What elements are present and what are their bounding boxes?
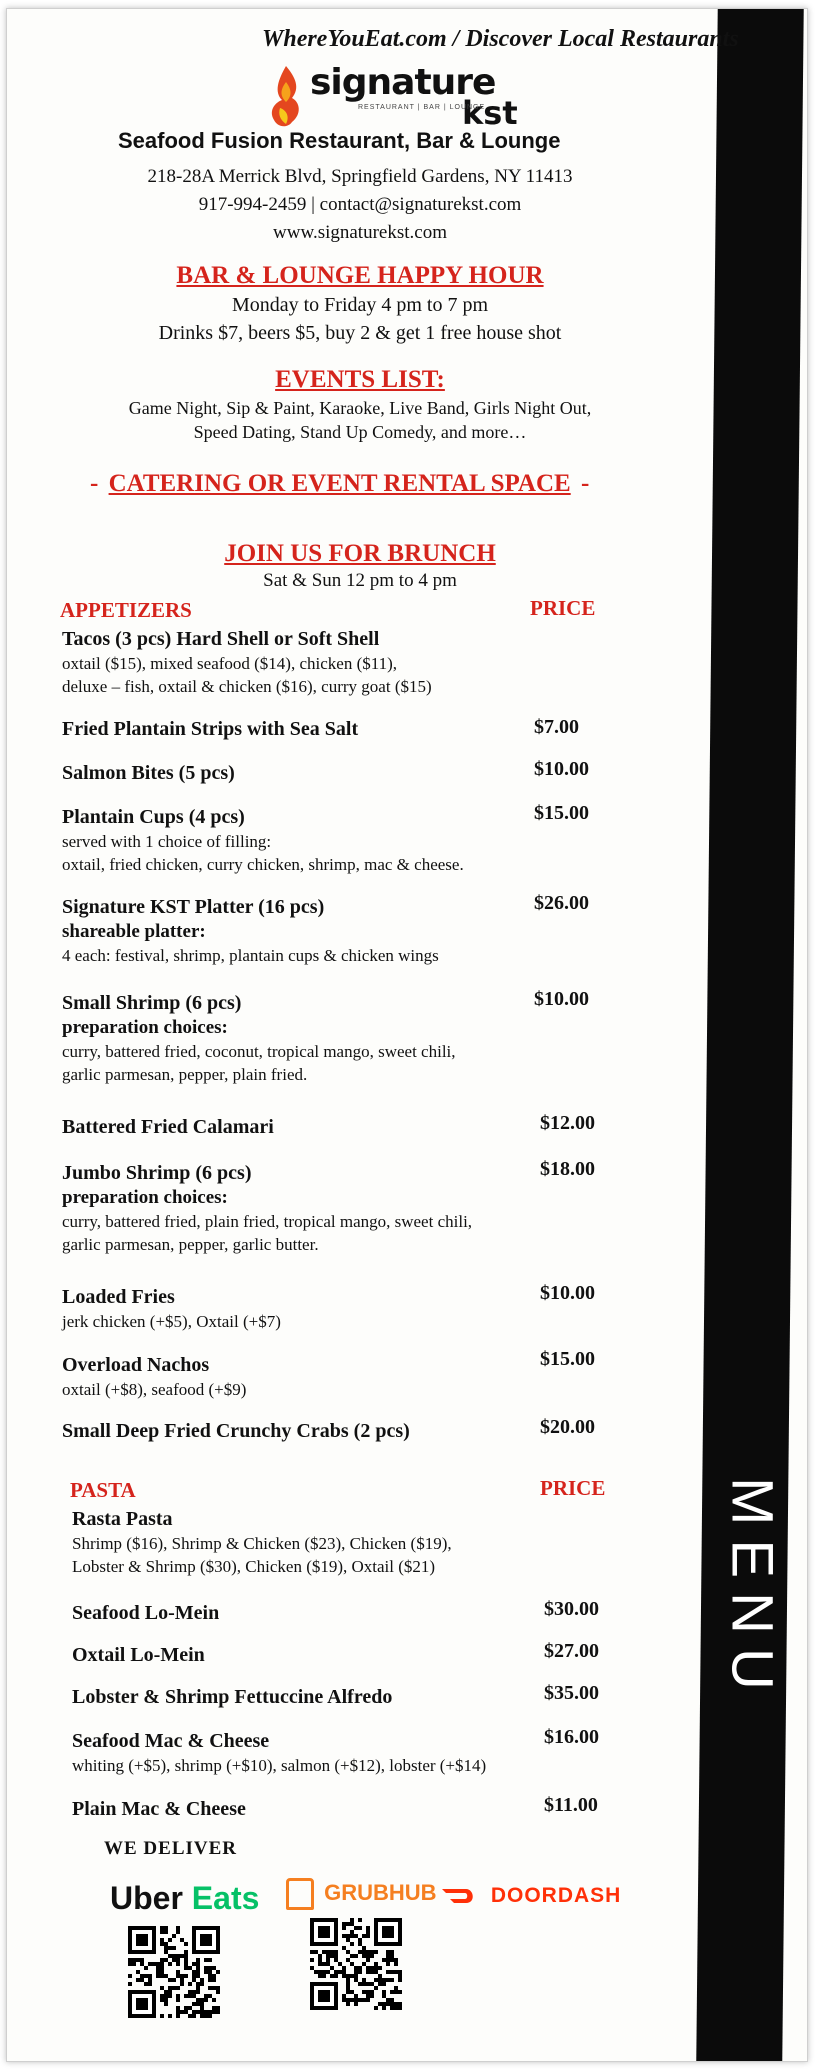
appetizer-name: Small Shrimp (6 pcs) xyxy=(62,992,242,1014)
appetizer-description-2: oxtail, fried chicken, curry chicken, shrimp, mac & cheese. xyxy=(62,855,464,874)
appetizer-name: Battered Fried Calamari xyxy=(62,1116,274,1138)
happy-hour-title: BAR & LOUNGE HAPPY HOUR xyxy=(176,262,544,289)
pasta-price: $35.00 xyxy=(544,1682,599,1704)
appetizer-item xyxy=(62,1284,622,1333)
appetizer-description: curry, battered fried, coconut, tropical mango, sweet chili, xyxy=(62,1042,456,1061)
pasta-price: $27.00 xyxy=(544,1640,599,1662)
appetizer-name: Jumbo Shrimp (6 pcs) xyxy=(62,1162,252,1184)
pasta-description-2: Lobster & Shrimp ($30), Chicken ($19), Oxtail ($21) xyxy=(72,1557,436,1576)
logo-wordmark-kst: kst xyxy=(462,94,518,132)
phone-email: 917-994-2459 | contact@signaturekst.com xyxy=(198,194,522,215)
side-menu-label: MENU xyxy=(719,1477,785,1704)
appetizer-name: Plantain Cups (4 pcs) xyxy=(62,806,245,828)
events-line-2: Speed Dating, Stand Up Comedy, and more… xyxy=(193,422,527,442)
pasta-name: Lobster & Shrimp Fettuccine Alfredo xyxy=(72,1686,393,1708)
appetizer-item xyxy=(62,1352,622,1401)
appetizer-name: Small Deep Fried Crunchy Crabs (2 pcs) xyxy=(62,1420,410,1442)
appetizer-price: $12.00 xyxy=(540,1112,595,1134)
ubereats-logo xyxy=(110,1880,259,1917)
pasta-name: Seafood Lo-Mein xyxy=(72,1602,220,1624)
appetizer-description: jerk chicken (+$5), Oxtail (+$7) xyxy=(62,1312,281,1331)
website: www.signaturekst.com xyxy=(273,222,447,243)
appetizer-item xyxy=(62,1160,622,1256)
appetizer-description-2: garlic parmesan, pepper, garlic butter. xyxy=(62,1235,319,1254)
restaurant-tagline: Seafood Fusion Restaurant, Bar & Lounge xyxy=(118,128,561,153)
ubereats-eats: Eats xyxy=(191,1880,260,1916)
logo-wordmark: signature xyxy=(310,62,496,103)
appetizer-name: Overload Nachos xyxy=(62,1354,210,1376)
pasta-heading: PASTA xyxy=(70,1478,136,1502)
pasta-description: whiting (+$5), shrimp (+$10), salmon (+$12), lobster (+$14) xyxy=(72,1756,487,1775)
doordash-logo xyxy=(440,1884,621,1908)
appetizer-price: $18.00 xyxy=(540,1158,595,1180)
brunch-hours: Sat & Sun 12 pm to 4 pm xyxy=(263,570,457,591)
happy-hour-deals: Drinks $7, beers $5, buy 2 & get 1 free house shot xyxy=(158,322,562,344)
appetizer-name: Tacos (3 pcs) Hard Shell or Soft Shell xyxy=(62,628,380,650)
appetizer-description: 4 each: festival, shrimp, plantain cups & chicken wings xyxy=(62,946,439,965)
appetizer-description: curry, battered fried, plain fried, tropical mango, sweet chili, xyxy=(62,1212,473,1231)
pasta-price: $11.00 xyxy=(544,1794,598,1816)
grubhub-qr-code-icon[interactable] xyxy=(310,1918,402,2010)
appetizer-price: $10.00 xyxy=(534,758,589,780)
address: 218-28A Merrick Blvd, Springfield Gardens, NY 11413 xyxy=(147,166,573,187)
catering-banner xyxy=(90,470,589,498)
appetizers-price-heading: PRICE xyxy=(530,596,596,620)
appetizer-price: $10.00 xyxy=(534,988,589,1010)
appetizer-description: served with 1 choice of filling: xyxy=(62,832,272,851)
catering-title: CATERING OR EVENT RENTAL SPACE xyxy=(108,470,571,497)
flame-logo-icon xyxy=(266,64,306,134)
logo xyxy=(266,64,516,134)
doordash-label: DOORDASH xyxy=(490,1884,622,1907)
grubhub-logo xyxy=(286,1878,437,1910)
catering-dash-left: - xyxy=(90,470,99,497)
grubhub-label: GRUBHUB xyxy=(324,1879,437,1905)
appetizer-item xyxy=(62,626,622,698)
appetizer-price: $20.00 xyxy=(540,1416,595,1438)
pasta-price: $30.00 xyxy=(544,1598,599,1620)
we-deliver-heading: WE DELIVER xyxy=(104,1838,237,1859)
catering-dash-right: - xyxy=(580,470,590,497)
appetizer-subheading: shareable platter: xyxy=(62,921,206,942)
pasta-item xyxy=(72,1506,632,1578)
pasta-name: Rasta Pasta xyxy=(72,1508,173,1530)
appetizer-subheading: preparation choices: xyxy=(62,1187,228,1208)
appetizer-name: Salmon Bites (5 pcs) xyxy=(62,762,235,784)
appetizer-name: Loaded Fries xyxy=(62,1286,175,1308)
appetizer-description-2: garlic parmesan, pepper, plain fried. xyxy=(62,1065,308,1084)
pasta-name: Oxtail Lo-Mein xyxy=(72,1644,205,1666)
pasta-name: Seafood Mac & Cheese xyxy=(72,1730,270,1752)
appetizer-price: $7.00 xyxy=(534,716,579,738)
appetizer-name: Signature KST Platter (16 pcs) xyxy=(62,896,325,918)
grubhub-bag-icon xyxy=(286,1878,314,1910)
appetizer-item xyxy=(62,1418,622,1444)
doordash-icon xyxy=(440,1887,478,1905)
ubereats-uber: Uber xyxy=(110,1880,183,1916)
appetizer-description: oxtail ($15), mixed seafood ($14), chicken ($11), xyxy=(62,654,398,673)
pasta-price: $16.00 xyxy=(544,1726,599,1748)
appetizer-price: $15.00 xyxy=(534,802,589,824)
logo-tag: RESTAURANT | BAR | LOUNGE xyxy=(358,104,486,111)
appetizer-subheading: preparation choices: xyxy=(62,1017,228,1038)
brunch-title: JOIN US FOR BRUNCH xyxy=(224,540,496,567)
events-title: EVENTS LIST: xyxy=(275,366,445,393)
appetizers-heading: APPETIZERS xyxy=(60,598,192,622)
appetizer-item xyxy=(62,1114,622,1140)
appetizer-price: $10.00 xyxy=(540,1282,595,1304)
appetizer-description-2: deluxe – fish, oxtail & chicken ($16), curry goat ($15) xyxy=(62,677,432,696)
happy-hour-days: Monday to Friday 4 pm to 7 pm xyxy=(231,294,489,316)
appetizer-description: oxtail (+$8), seafood (+$9) xyxy=(62,1380,247,1399)
appetizer-name: Fried Plantain Strips with Sea Salt xyxy=(62,718,359,740)
pasta-description: Shrimp ($16), Shrimp & Chicken ($23), Chicken ($19), xyxy=(72,1534,452,1553)
watermark-text: WhereYouEat.com / Discover Local Restaurants xyxy=(262,26,739,52)
appetizer-price: $15.00 xyxy=(540,1348,595,1370)
pasta-price-heading: PRICE xyxy=(540,1476,606,1500)
appetizer-price: $26.00 xyxy=(534,892,589,914)
pasta-name: Plain Mac & Cheese xyxy=(72,1798,246,1820)
events-line-1: Game Night, Sip & Paint, Karaoke, Live Band, Girls Night Out, xyxy=(128,398,592,418)
ubereats-qr-code-icon[interactable] xyxy=(128,1926,220,2018)
